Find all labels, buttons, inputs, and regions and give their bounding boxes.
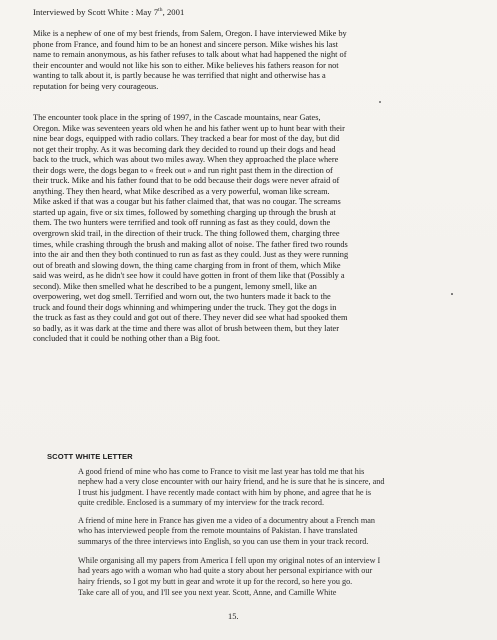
text-line: truck and found their dogs whinning and whimpering under the truck. They got the dogs in xyxy=(33,302,337,312)
text-line: second). Mike then smelled what he described to be a pungent, lemony smell, like an xyxy=(33,281,317,291)
page-number: 15. xyxy=(228,612,239,621)
text-line: wanting to talk about it, is partly because he was terrified that night and otherwise has a xyxy=(33,71,326,81)
encounter-paragraph xyxy=(33,113,473,345)
text-line: reputation for being very courageous. xyxy=(33,81,159,91)
text-line: Mike is a nephew of one of my best friends, from Salem, Oregon. I have interviewed Mike by xyxy=(33,29,347,38)
text-line: into the air and then they both continued to run as fast as they could. Just as they were running xyxy=(33,250,349,260)
letter-title: SCOTT WHITE LETTER xyxy=(47,452,133,461)
text-line: overpowering, wet dog smell. Terrified and worn out, the two hunters made it back to the xyxy=(33,292,331,302)
text-line: their truck. Mike and his father found that to be odd because their dogs were never afraid of xyxy=(33,176,340,186)
text-line: the truck as fast as they could and got out of there. They never did see what had spooked them xyxy=(33,313,348,323)
text-line: started up again, five or six times, followed by something charging up through the brush at xyxy=(33,207,336,217)
text-line: their dogs were, the dogs began to « freek out » and run right past them in the direction of xyxy=(33,165,333,175)
text-line: Oregon. Mike was seventeen years old when he and his father went up to hunt bear with their xyxy=(33,123,345,133)
text-line: them. The two hunters were terrified and took off running as fast as they could, down the xyxy=(33,218,331,228)
text-line: summarys of the three interviews into English, so you can use them in your track record. xyxy=(78,536,369,546)
text-line: so badly, as it was dark at the time and there was allot of brush between them, but they later xyxy=(33,323,340,333)
text-line: The encounter took place in the spring of 1997, in the Cascade mountains, near Gates, xyxy=(33,113,321,122)
paper-speck xyxy=(451,293,453,295)
text-line: their encounter and would not like his son to either. Mike believes his fathers reason for not xyxy=(33,60,339,70)
text-line: name to remain anonymous, as his father refuses to talk about what had happened the night of xyxy=(33,50,347,60)
letter-paragraph-3 xyxy=(78,556,478,587)
letter-paragraph-4 xyxy=(78,588,478,598)
text-line: times, while crashing through the brush and making allot of noise. The father fired two rounds xyxy=(33,239,348,249)
text-line: back to the truck, which was about two miles away. When they approached the place where xyxy=(33,155,339,165)
text-line: overgrown skid trail, in the direction of their truck. The thing followed them, charging three xyxy=(33,229,340,239)
text-line: A good friend of mine who has come to France to visit me last year has told me that his xyxy=(78,467,365,476)
text-line: hairy friends, so I got my butt in gear and wrote it up for the record, so here you go. xyxy=(78,576,353,586)
text-line: Mike asked if that was a cougar but his father claimed that, that was no cougar. The screams xyxy=(33,197,341,207)
letter-paragraph-1 xyxy=(78,467,478,509)
text-line: out of breath and slowing down, the thing came charging from in front of them, which Mike xyxy=(33,260,341,270)
text-line: quite credible. Enclosed is a summary of my interview for the track record. xyxy=(78,498,324,508)
text-line: said was weird, as he didn't see how it could have gotten in front of them like that (Possibly a xyxy=(33,271,345,281)
text-line: not get their trophy. As it was becoming dark they decided to round up their dogs and head xyxy=(33,144,336,154)
paper-speck xyxy=(379,101,381,103)
text-line: A friend of mine here in France has given me a video of a documentry about a French man xyxy=(78,516,375,525)
text-line: who has interviewed people from the remote mountains of Pakistan. I have translated xyxy=(78,526,358,536)
text-line: I trust his judgment. I have recently made contact with him by phone, and agree that he is xyxy=(78,487,372,497)
interview-header xyxy=(33,7,184,17)
text-line: phone from France, and found him to be an honest and sincere person. Mike wishes his last xyxy=(33,39,338,49)
text-line: nephew had a very close encounter with our hairy friend, and he is sure that he is sincere, and xyxy=(78,477,385,487)
header-year: , 2001 xyxy=(162,7,185,17)
intro-paragraph xyxy=(33,29,473,92)
letter-paragraph-2 xyxy=(78,516,478,547)
header-text: Interviewed by Scott White : May 7 xyxy=(33,7,159,17)
text-line: had years ago with a woman who had quite a story about her personal expiriance with our xyxy=(78,566,373,576)
text-line: nine bear dogs, equipped with radio collars. They tracked a bear for most of the day, but did xyxy=(33,134,340,144)
text-line: Take care all of you, and I'll see you next year. Scott, Anne, and Camille White xyxy=(78,588,337,597)
text-line: While organising all my papers from America I fell upon my original notes of an interview I xyxy=(78,556,381,565)
text-line: concluded that it could be nothing other than a Big foot. xyxy=(33,334,220,344)
text-line: anything. They then heard, what Mike described as a very powerful, woman like scream. xyxy=(33,186,330,196)
header-date-suffix: th xyxy=(158,7,163,14)
